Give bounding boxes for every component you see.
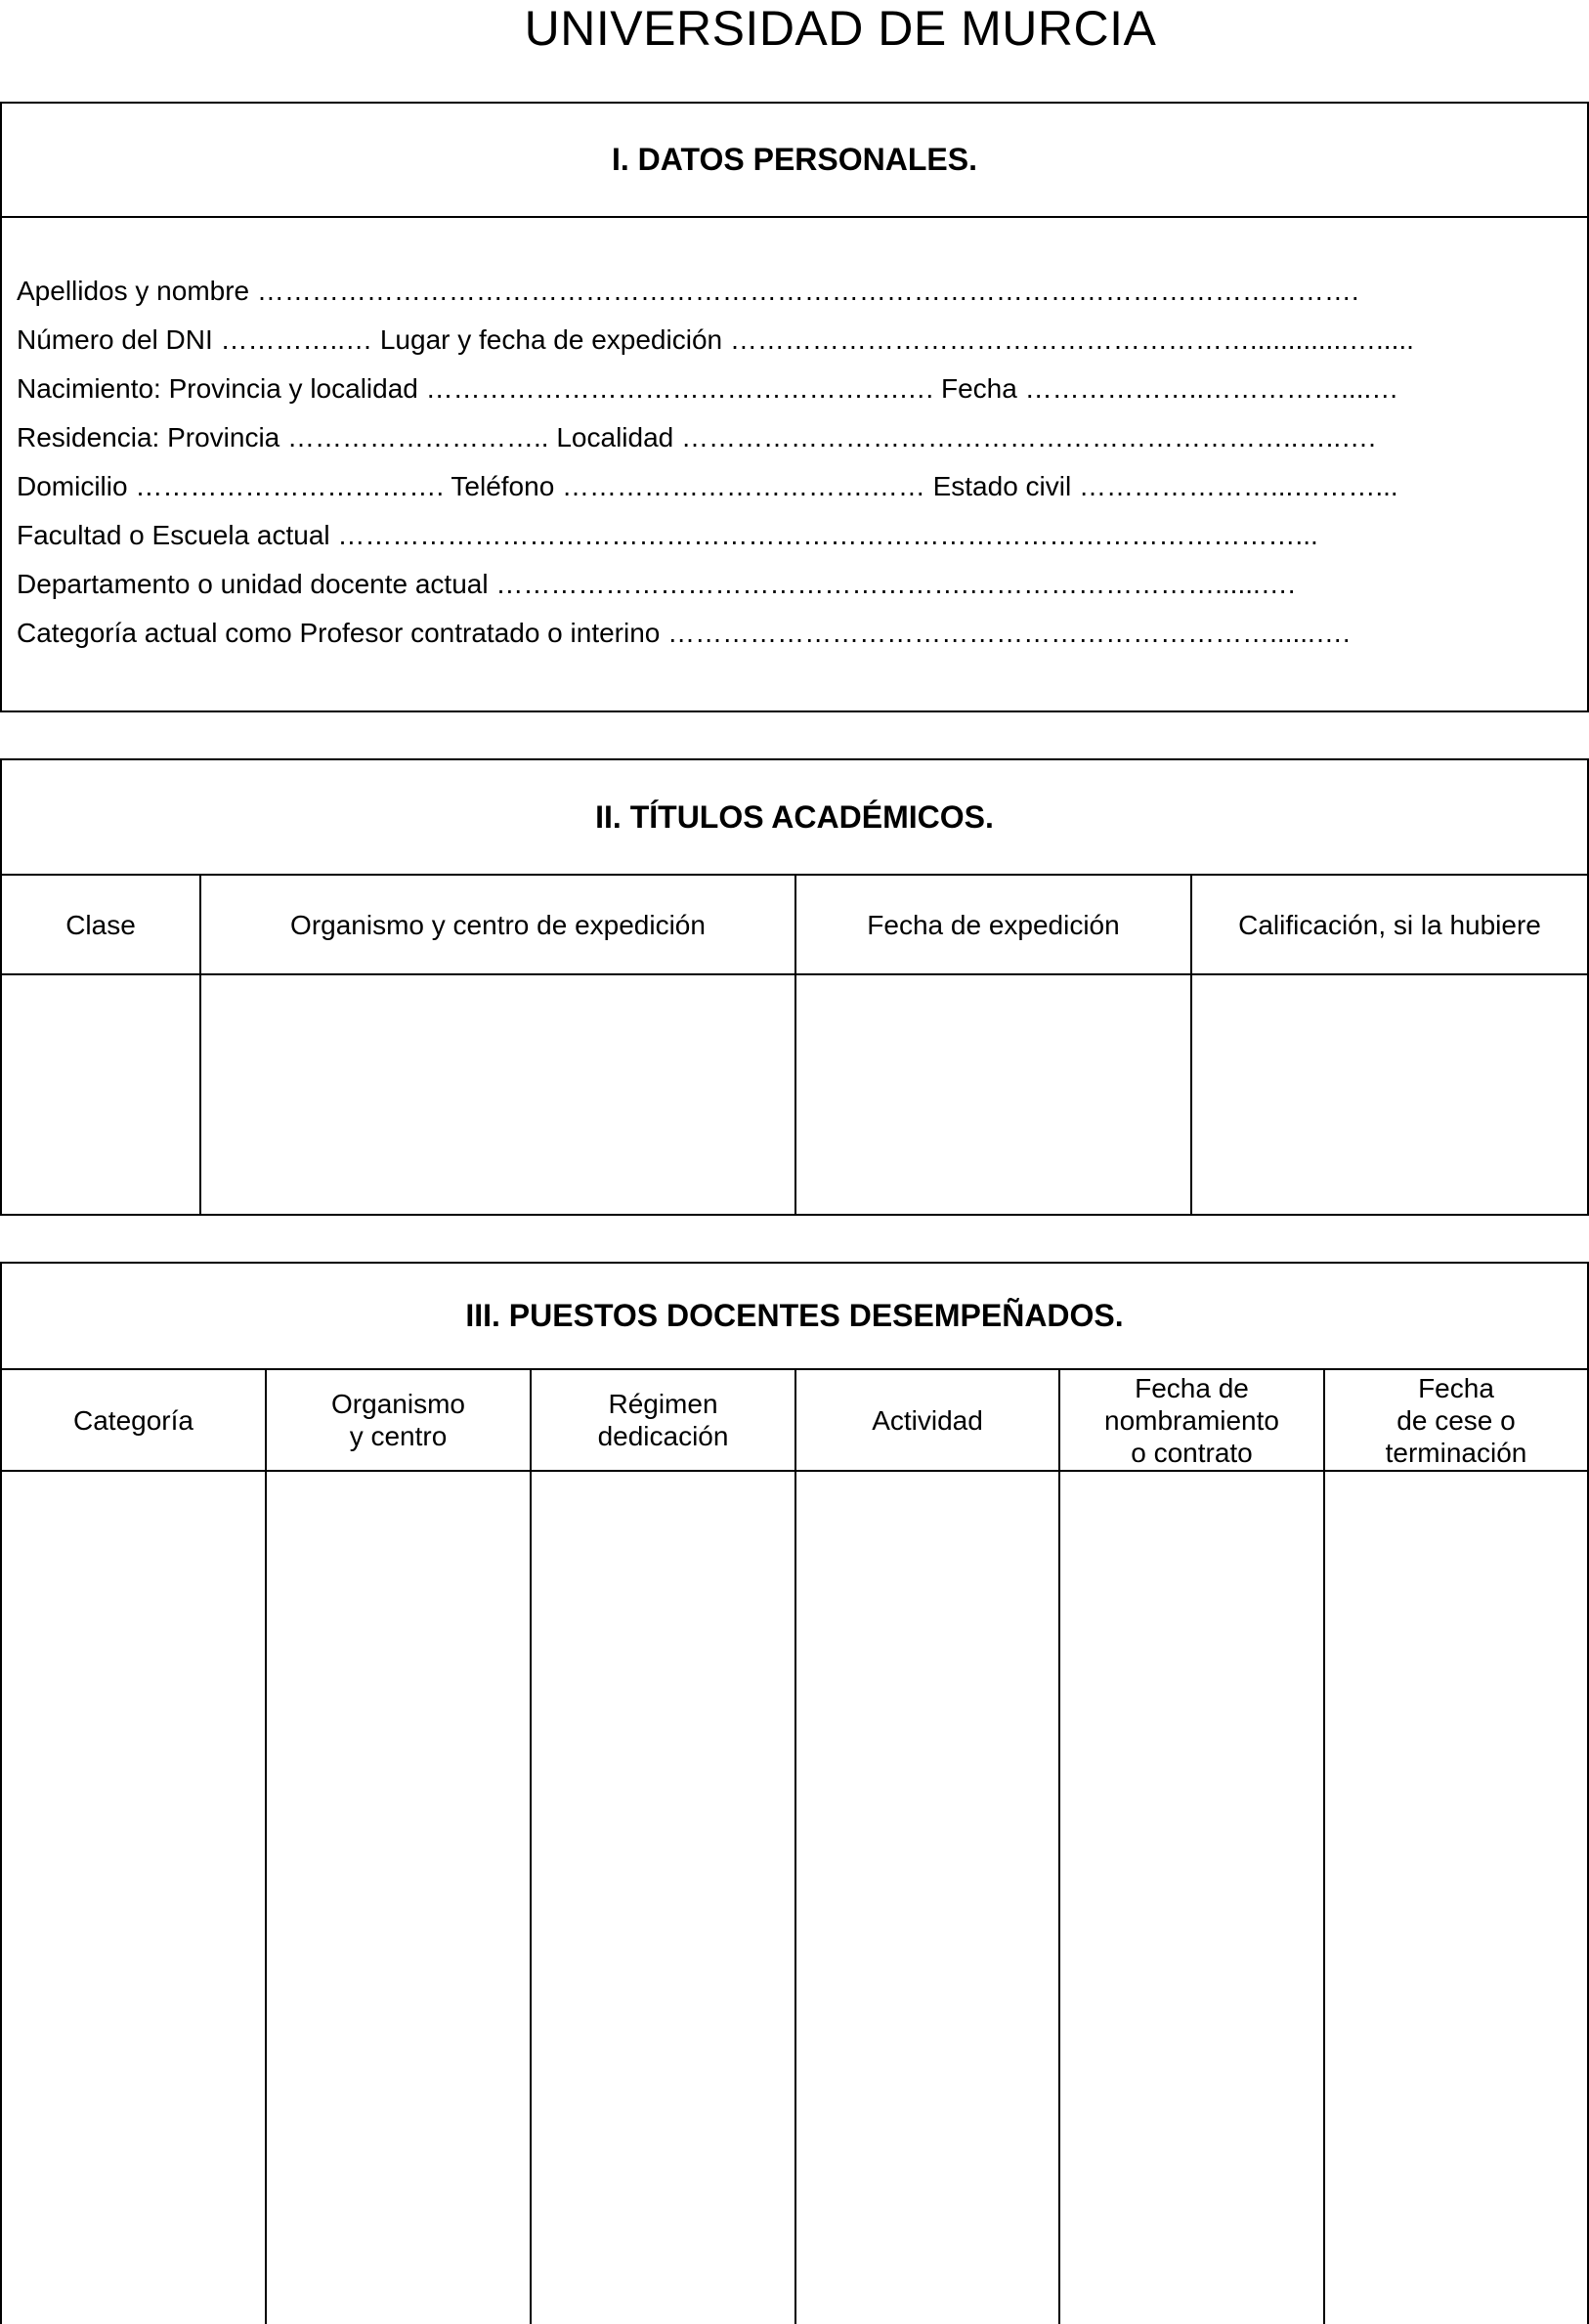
column-header-actividad: Actividad [796, 1370, 1060, 1470]
column-header-fecha-nombramiento: Fecha de nombramiento o contrato [1060, 1370, 1325, 1470]
calificacion-cell[interactable] [1192, 975, 1587, 1214]
apellidos-nombre-field[interactable]: Apellidos y nombre …………………………………………………………………………………………………………. [17, 276, 1359, 306]
datos-personales-heading: I. DATOS PERSONALES. [2, 104, 1587, 218]
fecha-expedicion-cell[interactable] [796, 975, 1192, 1214]
column-header-organismo-centro: Organismo y centro [267, 1370, 532, 1470]
column-header-clase: Clase [2, 876, 201, 973]
datos-personales-section [0, 102, 1589, 712]
datos-personales-fields [2, 218, 1587, 658]
titulos-header-row [2, 876, 1587, 975]
residencia-field[interactable]: Residencia: Provincia ……………………….. Localidad …………………………………………………………..…..…. [17, 422, 1376, 452]
domicilio-telefono-estado-field[interactable]: Domicilio ……………………………. Teléfono …………………………….…… Estado civil …………………...………... [17, 471, 1398, 501]
puestos-docentes-heading: III. PUESTOS DOCENTES DESEMPEÑADOS. [2, 1264, 1587, 1370]
puestos-data-row [2, 1472, 1587, 2324]
column-header-fecha-cese: Fecha de cese o terminación [1385, 1372, 1527, 1468]
column-header-regimen: Régimen dedicación [532, 1370, 796, 1470]
titulos-data-row [2, 975, 1587, 1214]
column-header-fecha-expedicion: Fecha de expedición [796, 876, 1192, 973]
categoria-cell[interactable] [2, 1472, 267, 2324]
column-header-categoria: Categoría [2, 1370, 267, 1470]
fecha-nombramiento-cell[interactable] [1060, 1472, 1325, 2324]
puestos-header-row [2, 1370, 1587, 1472]
column-header-organismo: Organismo y centro de expedición [201, 876, 796, 973]
regimen-cell[interactable] [532, 1472, 796, 2324]
departamento-field[interactable]: Departamento o unidad docente actual …………………………………………….………………………......…. [17, 569, 1296, 599]
page-title: UNIVERSIDAD DE MURCIA [524, 1, 1157, 56]
fecha-cese-cell[interactable] [1325, 1472, 1587, 2324]
categoria-actual-field[interactable]: Categoría actual como Profesor contratado o interino …………………………………………………………......…. [17, 618, 1351, 648]
puestos-docentes-section [0, 1262, 1589, 2324]
dni-lugar-fecha-field[interactable]: Número del DNI …………..… Lugar y fecha de expedición ………………………………………………….............…..... [17, 324, 1414, 355]
clase-cell[interactable] [2, 975, 201, 1214]
organismo-cell[interactable] [201, 975, 796, 1214]
organismo-centro-cell[interactable] [267, 1472, 532, 2324]
titulos-academicos-section [0, 758, 1589, 1216]
column-header-calificacion: Calificación, si la hubiere [1238, 909, 1541, 940]
nacimiento-field[interactable]: Nacimiento: Provincia y localidad …………………………………………….…. Fecha ………………..……………....… [17, 373, 1399, 404]
actividad-cell[interactable] [796, 1472, 1060, 2324]
titulos-academicos-heading: II. TÍTULOS ACADÉMICOS. [2, 760, 1587, 876]
facultad-escuela-field[interactable]: Facultad o Escuela actual ……………………………………………………………………………………………... [17, 520, 1318, 550]
